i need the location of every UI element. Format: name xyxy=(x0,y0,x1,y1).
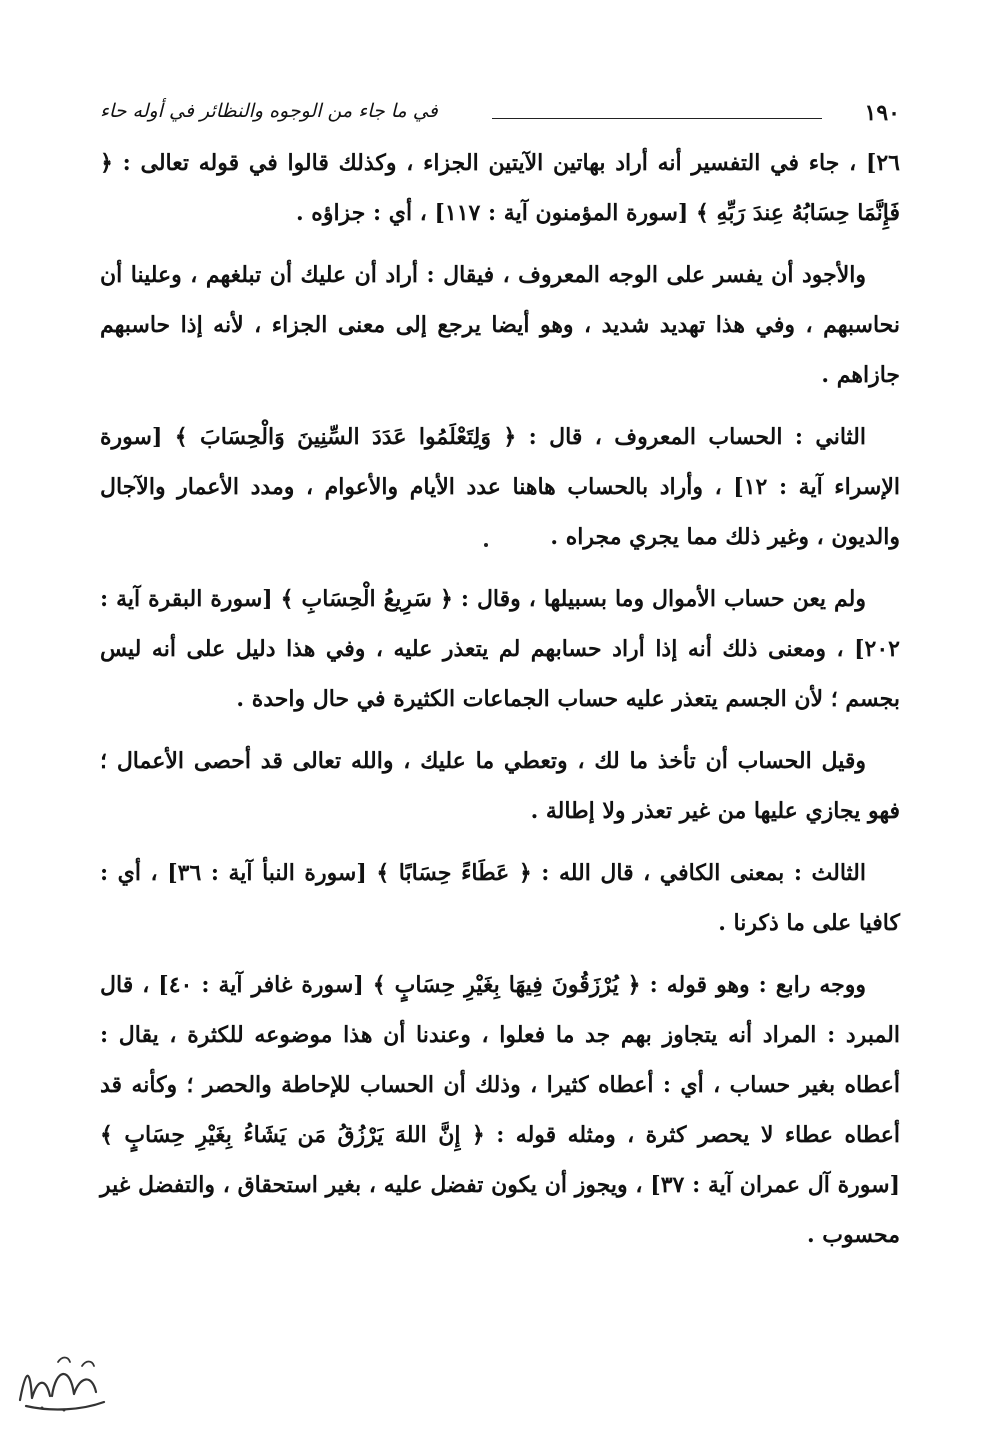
paragraph: الثاني : الحساب المعروف ، قال : ﴿ وَلِتَعْلَمُوا عَدَدَ السِّنِينَ وَالْحِسَابَ ﴾ [سورة الإسراء آية : ١٢] ، وأراد بالحساب هاهنا عدد الأيام والأعوام ، ومدد الأعمار والآجال والديون ، وغير ذلك مما يجري مجراه . xyxy=(100,424,900,550)
paragraph: ولم يعن حساب الأموال وما بسبيلها ، وقال : ﴿ سَرِيعُ الْحِسَابِ ﴾ [سورة البقرة آية : ٢٠٢] ، ومعنى ذلك أنه إذا أراد حسابهم لم يتعذر عليه ، وفي هذا دليل على أنه ليس بجسم ؛ لأن الجسم يتعذر عليه حساب الجماعات الكثيرة في حال واحدة . xyxy=(100,586,900,712)
body-text xyxy=(100,138,900,1272)
paragraph: والأجود أن يفسر على الوجه المعروف ، فيقال : أراد أن عليك أن تبلغهم ، وعلينا أن نحاسبهم ، وفي هذا تهديد شديد ، وهو أيضا يرجع إلى معنى الجزاء ، لأنه إذا حاسبهم جازاهم . xyxy=(100,262,900,388)
calligraphy-logo-icon xyxy=(12,1348,112,1418)
paragraph: ووجه رابع : وهو قوله : ﴿ يُرْزَقُونَ فِيهَا بِغَيْرِ حِسَابٍ ﴾ [سورة غافر آية : ٤٠] ، قال المبرد : المراد أنه يتجاوز بهم جد ما فعلوا ، وعندنا أن هذا موضوعه للكثرة ، يقال : أعطاه بغير حساب ، أي : أعطاه كثيرا ، وذلك أن الحساب للإحاطة والحصر ؛ وكأنه قد أعطاه عطاء لا يحصر كثرة ، ومثله قوله : ﴿ إِنَّ اللهَ يَرْزُقُ مَن يَشَاءُ بِغَيْرِ حِسَابٍ ﴾ [سورة آل عمران آية : ٣٧] ، ويجوز أن يكون تفضل عليه ، بغير استحقاق ، والتفضل غير محسوب . xyxy=(100,972,900,1248)
page-number: ١٩٠ xyxy=(864,100,900,126)
stray-dot xyxy=(484,543,488,547)
running-title: في ما جاء من الوجوه والنظائر في أوله حاء xyxy=(100,100,438,122)
paragraph: وقيل الحساب أن تأخذ ما لك ، وتعطي ما عليك ، والله تعالى قد أحصى الأعمال ؛ فهو يجازي عليها من غير تعذر ولا إطالة . xyxy=(100,748,900,824)
publisher-logo xyxy=(12,1348,112,1418)
header-rule xyxy=(492,118,822,119)
paragraph: ٢٦] ، جاء في التفسير أنه أراد بهاتين الآيتين الجزاء ، وكذلك قالوا في قوله تعالى : ﴿ فَإِنَّمَا حِسَابُهُ عِندَ رَبِّهِ ﴾ [سورة المؤمنون آية : ١١٧] ، أي : جزاؤه . xyxy=(100,150,900,226)
page-header xyxy=(100,100,900,136)
paragraph: الثالث : بمعنى الكافي ، قال الله : ﴿ عَطَاءً حِسَابًا ﴾ [سورة النبأ آية : ٣٦] ، أي : كافيا على ما ذكرنا . xyxy=(100,860,900,936)
